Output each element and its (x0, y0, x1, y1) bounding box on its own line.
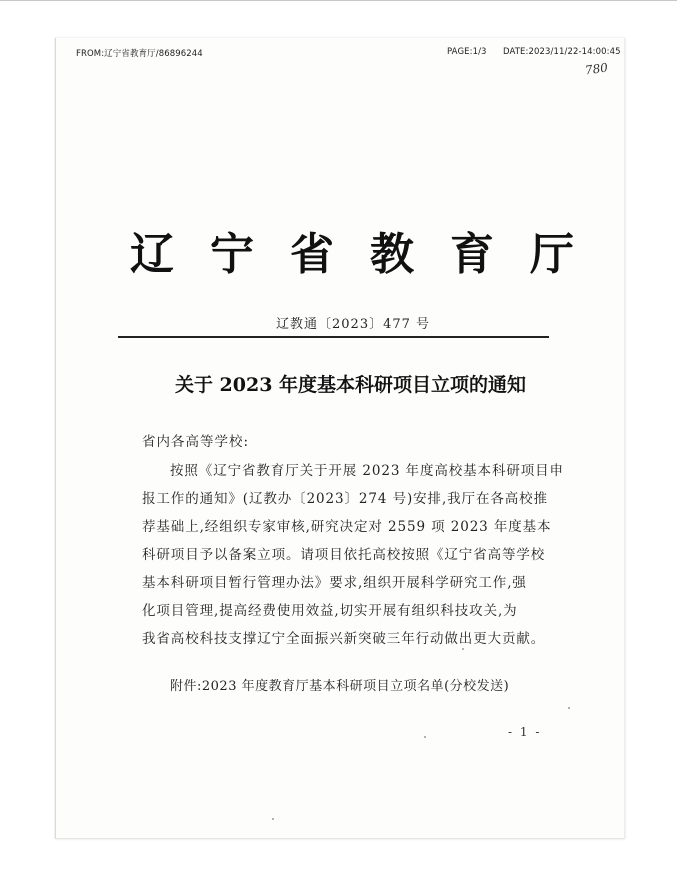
fax-page: PAGE:1/3 (447, 47, 487, 57)
document-number: 辽教通〔2023〕477 号 (276, 317, 431, 332)
scan-speck (462, 648, 464, 650)
issuer-name: 辽宁省教育厅 (130, 229, 610, 280)
body-line: 科研项目予以备案立项。请项目依托高校按照《辽宁省高等学校 (142, 547, 546, 563)
scan-speck (568, 707, 570, 709)
document-page (55, 38, 625, 839)
document-title: 关于 2023 年度基本科研项目立项的通知 (174, 374, 527, 396)
body-line: 按照《辽宁省教育厅关于开展 2023 年度高校基本科研项目申 (170, 463, 564, 479)
scan-speck (272, 818, 274, 820)
body-line: 我省高校科技支撑辽宁全面振兴新突破三年行动做出更大贡献。 (142, 631, 546, 647)
body-line: 荐基础上,经组织专家审核,研究决定对 2559 项 2023 年度基本 (142, 519, 552, 535)
fax-date: DATE:2023/11/22-14:00:45 (503, 47, 621, 57)
salutation: 省内各高等学校: (142, 434, 250, 450)
scan-speck (424, 736, 426, 738)
header-rule (118, 336, 549, 338)
body-line: 报工作的通知》(辽教办〔2023〕274 号)安排,我厅在各高校推 (142, 491, 548, 507)
body-line: 基本科研项目暂行管理办法》要求,组织开展科学研究工作,强 (142, 575, 527, 591)
top-divider (0, 0, 677, 1)
fax-from: FROM:辽宁省教育厅/86896244 (76, 49, 203, 59)
page-number: - 1 - (508, 725, 542, 739)
attachment-note: 附件:2023 年度教育厅基本科研项目立项名单(分校发送) (170, 679, 510, 694)
handwritten-mark: 780 (584, 60, 609, 78)
body-line: 化项目管理,提高经费使用效益,切实开展有组织科技攻关,为 (142, 603, 518, 619)
